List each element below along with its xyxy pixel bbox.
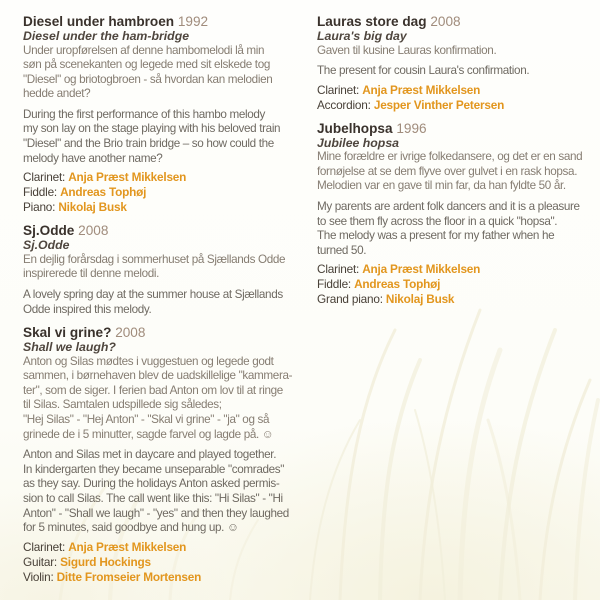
track-section [317, 121, 583, 308]
text-line: søn på scenekanten og legede med sit elskede tog [23, 58, 270, 72]
track-year: 2008 [78, 223, 109, 239]
text-line: The melody was a present for my father when he [317, 229, 555, 243]
text-line: Anton" - "Shall we laugh" - "yes" and then they laughed [23, 506, 289, 520]
text-line: sion to call Silas. The call went like this: "Hi Silas" - "Hi [23, 491, 283, 505]
credit-role: Violin: [23, 569, 54, 584]
text-line: Melodien var en gave til min far, da han fyldte 50 år. [317, 179, 566, 193]
text-line: During the first performance of this hambo melody [23, 107, 266, 121]
credit-name: Anja Præst Mikkelsen [362, 262, 481, 277]
track-heading [23, 325, 295, 340]
credit-role: Clarinet: [317, 82, 360, 97]
text-line: til Silas. Samtalen udspillede sig således; [23, 398, 222, 412]
track-section [23, 325, 295, 585]
track-heading [23, 223, 295, 238]
track-title-text: Lauras store dag [317, 14, 427, 29]
track-section [23, 14, 295, 215]
paragraph-danish [23, 253, 295, 282]
credit-role: Piano: [23, 200, 56, 215]
credit-line [317, 292, 583, 307]
text-line: Gaven til kusine Lauras konfirmation. [317, 43, 497, 57]
text-line: En dejlig forårsdag i sommerhuset på Sjællands Odde [23, 252, 286, 266]
track-section [317, 14, 583, 113]
text-line: A lovely spring day at the summer house at Sjællands [23, 287, 283, 301]
text-line: Under uropførelsen af denne hambomelodi lå min [23, 43, 265, 57]
text-line: The present for cousin Laura's confirmation. [317, 64, 530, 78]
track-subtitle: Laura's big day [317, 29, 407, 43]
credit-line [317, 277, 583, 292]
credit-name: Sigurd Hockings [60, 554, 151, 569]
text-line: grinede de i 5 minutter, sagde farvel og lagde på. ☺ [23, 427, 274, 441]
paragraph-english [317, 200, 583, 258]
track-subtitle: Shall we laugh? [23, 340, 116, 355]
paragraph-danish [317, 150, 583, 194]
track-title-text: Diesel under hambroen [23, 14, 175, 29]
text-line: Anton og Silas mødtes i vuggestuen og legede godt [23, 354, 274, 368]
text-line: melody have another name? [23, 151, 163, 165]
credits-block [23, 170, 295, 215]
paragraph-danish [23, 44, 295, 102]
credits-block [317, 262, 583, 307]
track-subtitle: Sj.Odde [23, 238, 70, 253]
credit-name: Nikolaj Busk [385, 292, 455, 307]
credit-role: Clarinet: [317, 262, 360, 277]
track-subtitle: Diesel under the ham-bridge [23, 29, 190, 43]
column-left [23, 14, 295, 593]
text-line: my son lay on the stage playing with his beloved train [23, 122, 281, 136]
credit-name: Ditte Fromseier Mortensen [56, 569, 202, 584]
paragraph-danish [23, 355, 295, 443]
track-year: 1992 [177, 14, 209, 29]
text-line: In kindergarten they became unseparable "comrades" [23, 462, 285, 476]
credit-line [317, 83, 583, 98]
credit-name: Anja Præst Mikkelsen [362, 82, 481, 97]
credits-block [23, 540, 295, 585]
text-line: Mine forældre er ivrige folkedansere, og det er en sand [317, 150, 583, 164]
text-line: My parents are ardent folk dancers and it is a pleasure [317, 199, 580, 213]
paragraph-danish [317, 44, 583, 59]
paragraph-english [23, 448, 295, 536]
paragraph-english [317, 64, 583, 79]
text-line: as they say. During the holidays Anton asked permis- [23, 477, 280, 491]
text-line: Anton and Silas met in daycare and played together. [23, 448, 277, 462]
credit-role: Guitar: [23, 554, 58, 569]
credit-line [23, 570, 295, 585]
track-section [23, 223, 295, 317]
credit-role: Accordion: [317, 97, 371, 112]
text-line: to see them fly across the floor in a quick "hopsa". [317, 214, 558, 228]
credit-role: Fiddle: [317, 277, 352, 292]
credit-role: Clarinet: [23, 539, 66, 554]
credit-name: Anja Præst Mikkelsen [68, 170, 187, 185]
text-line: ter", som de siger. I ferien bad Anton om lov til at ringe [23, 383, 283, 397]
track-year: 1996 [396, 120, 427, 136]
track-year: 2008 [430, 14, 461, 29]
track-heading [317, 121, 583, 136]
credit-line [317, 262, 583, 277]
text-line: fornøjelse at se dem flyve over gulvet i en rask hopsa. [317, 164, 578, 178]
credit-role: Grand piano: [317, 292, 383, 307]
paragraph-english [23, 108, 295, 166]
credit-name: Anja Præst Mikkelsen [68, 539, 187, 554]
text-line: inspirerede til denne melodi. [23, 267, 160, 281]
track-title-text: Skal vi grine? [23, 325, 112, 341]
paragraph-english [23, 288, 295, 317]
track-year: 2008 [115, 325, 146, 341]
credit-role: Clarinet: [23, 170, 66, 185]
track-title-text: Sj.Odde [23, 223, 75, 239]
credit-name: Andreas Tophøj [60, 185, 147, 200]
credit-name: Nikolaj Busk [58, 200, 127, 215]
credit-name: Andreas Tophøj [354, 277, 441, 292]
text-line: turned 50. [317, 243, 367, 257]
credit-role: Fiddle: [23, 185, 58, 200]
credit-line [23, 185, 295, 200]
text-line: "Hej Silas" - "Hej Anton" - "Skal vi grine" - "ja" og så [23, 413, 270, 426]
text-line: hedde andet? [23, 87, 91, 101]
track-heading [317, 14, 583, 29]
credit-line [23, 200, 295, 215]
credit-line [23, 540, 295, 555]
track-title-text: Jubelhopsa [317, 120, 393, 136]
text-line: for 5 minutes, said goodbye and hung up. ☺ [23, 521, 239, 535]
text-line: sammen, i børnehaven blev de uadskillelige "kammera- [23, 369, 293, 383]
text-line: "Diesel" og briotogbroen - så hvordan kan melodien [23, 72, 273, 86]
track-subtitle: Jubilee hopsa [317, 135, 400, 150]
credit-line [317, 98, 583, 113]
credits-block [317, 83, 583, 113]
credit-name: Jesper Vinther Petersen [373, 97, 505, 112]
track-heading [23, 14, 295, 29]
credit-line [23, 555, 295, 570]
text-line: Odde inspired this melody. [23, 302, 152, 316]
text-line: "Diesel" and the Brio train bridge – so how could the [23, 137, 274, 151]
column-right [317, 14, 583, 315]
credit-line [23, 170, 295, 185]
